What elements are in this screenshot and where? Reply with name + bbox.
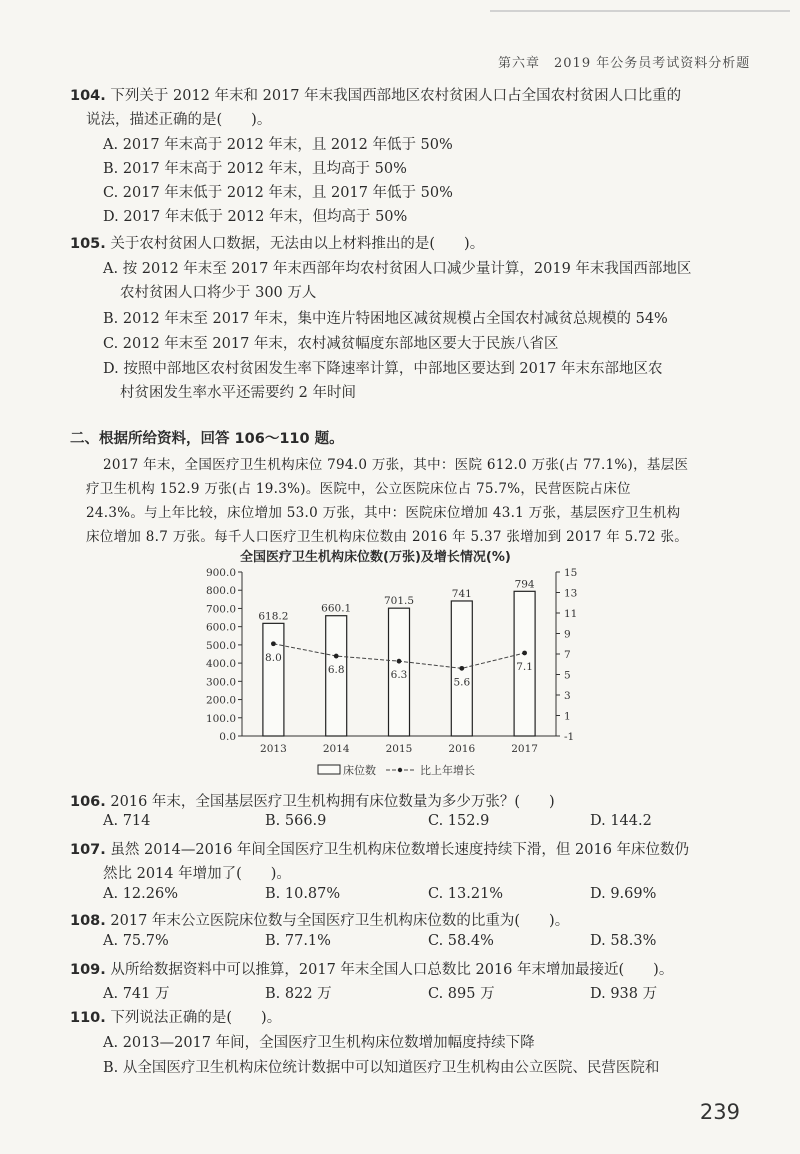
q108-option-b[interactable]: B. 77.1%: [265, 933, 331, 949]
growth-point-2014: [334, 654, 339, 659]
q110-option-a[interactable]: A. 2013—2017 年间，全国医疗卫生机构床位数增加幅度持续下降: [103, 1035, 535, 1051]
q109-option-c[interactable]: C. 895 万: [428, 986, 495, 1002]
x-tick-label: 2015: [385, 743, 413, 755]
growth-point-2013: [271, 641, 276, 646]
q109-stem: [70, 958, 673, 979]
x-tick-label: 2016: [448, 743, 476, 755]
q106-option-b[interactable]: B. 566.9: [265, 813, 327, 829]
growth-point-2016: [459, 666, 464, 671]
q108-stem-text: 2017 年末公立医院床位数与全国医疗卫生机构床位数的比重为( )。: [110, 913, 570, 929]
q107-stem-line1: [70, 838, 689, 859]
q105-option-d-line2[interactable]: 村贫困发生率水平还需要约 2 年时间: [120, 385, 356, 401]
bar-value-label: 741: [451, 587, 472, 600]
q109-option-d[interactable]: D. 938 万: [590, 986, 658, 1002]
q107-option-b[interactable]: B. 10.87%: [265, 886, 341, 902]
right-tick-label: 13: [564, 587, 578, 600]
left-tick-label: 800.0: [205, 585, 236, 598]
legend-bar-swatch: [318, 765, 340, 774]
q107-number: 107.: [70, 842, 106, 858]
q106-option-d[interactable]: D. 144.2: [590, 813, 652, 829]
q107-option-d[interactable]: D. 9.69%: [590, 886, 657, 902]
legend-line-label: 比上年增长: [420, 764, 475, 777]
chart-title: 全国医疗卫生机构床位数(万张)及增长情况(%): [240, 550, 511, 565]
left-tick-label: 500.0: [205, 639, 236, 652]
q109-number: 109.: [70, 962, 106, 978]
growth-value-label: 5.6: [453, 676, 471, 689]
growth-value-label: 6.8: [327, 664, 345, 677]
q110-stem: [70, 1006, 281, 1027]
q104-stem-line2: 说法，描述正确的是( )。: [86, 112, 272, 128]
q109-stem-text: 从所给数据资料中可以推算，2017 年末全国人口总数比 2016 年末增加最接近( )。: [110, 962, 674, 978]
right-tick-label: 9: [564, 628, 571, 641]
q109-option-a[interactable]: A. 741 万: [103, 986, 170, 1002]
q104-option-a[interactable]: A. 2017 年末高于 2012 年末，且 2012 年低于 50%: [103, 137, 453, 153]
q109-option-b[interactable]: B. 822 万: [265, 986, 332, 1002]
growth-point-2015: [397, 659, 402, 664]
left-tick-label: 100.0: [205, 712, 236, 725]
right-tick-label: 1: [564, 710, 571, 723]
q104-stem-text1: 下列关于 2012 年末和 2017 年末我国西部地区农村贫困人口占全国农村贫困人口比重的: [110, 88, 682, 104]
left-tick-label: 700.0: [205, 603, 236, 616]
q108-option-a[interactable]: A. 75.7%: [103, 933, 169, 949]
q107-option-a[interactable]: A. 12.26%: [103, 886, 178, 902]
page-number: 239: [699, 1100, 740, 1124]
q110-option-b[interactable]: B. 从全国医疗卫生机构床位统计数据中可以知道医疗卫生机构由公立医院、民营医院和: [103, 1060, 660, 1076]
q108-number: 108.: [70, 913, 106, 929]
legend-bar-label: 床位数: [343, 764, 376, 777]
passage-line4: 床位增加 8.7 万张。每千人口医疗卫生机构床位数由 2016 年 5.37 张增加到 2017 年 5.72 张。: [86, 529, 689, 545]
right-tick-label: 15: [564, 567, 578, 579]
x-tick-label: 2013: [260, 743, 287, 755]
left-tick-label: 900.0: [205, 567, 236, 579]
q104-option-b[interactable]: B. 2017 年末高于 2012 年末，且均高于 50%: [103, 161, 407, 177]
q105-option-c[interactable]: C. 2012 年末至 2017 年末，农村减贫幅度东部地区要大于民族八省区: [103, 336, 559, 352]
right-tick-label: 3: [564, 690, 571, 702]
q108-option-d[interactable]: D. 58.3%: [590, 933, 657, 949]
left-tick-label: 300.0: [205, 676, 236, 689]
passage-line3: 24.3%。与上年比较，床位增加 53.0 万张，其中：医院床位增加 43.1 万张，基层医疗卫生机构: [86, 505, 681, 521]
bar-beds-2013: [263, 623, 284, 736]
q104-option-d[interactable]: D. 2017 年末低于 2012 年末，但均高于 50%: [103, 209, 408, 225]
x-tick-label: 2017: [511, 743, 538, 755]
legend-line-marker: [398, 768, 402, 772]
left-tick-label: 600.0: [205, 621, 236, 634]
left-tick-label: 400.0: [205, 658, 236, 671]
left-tick-label: 200.0: [205, 694, 236, 707]
q105-option-a-line2[interactable]: 农村贫困人口将少于 300 万人: [120, 285, 317, 301]
q108-stem: [70, 909, 569, 930]
running-header: 第六章 2019 年公务员考试资料分析题: [498, 56, 751, 71]
q105-option-b[interactable]: B. 2012 年末至 2017 年末，集中连片特困地区减贫规模占全国农村减贫总规模的 54%: [103, 311, 668, 327]
q107-stem-line2: 然比 2014 年增加了( )。: [103, 866, 291, 882]
q108-option-c[interactable]: C. 58.4%: [428, 933, 494, 949]
q104-number: 104.: [70, 88, 106, 104]
growth-value-label: 6.3: [390, 669, 408, 682]
q106-option-a[interactable]: A. 714: [103, 813, 151, 829]
q105-number: 105.: [70, 236, 106, 252]
q106-stem: [70, 790, 555, 811]
growth-value-label: 7.1: [516, 660, 533, 673]
right-tick-label: 11: [564, 608, 578, 620]
bar-value-label: 794: [514, 578, 535, 591]
bar-value-label: 701.5: [383, 595, 415, 608]
bar-value-label: 618.2: [258, 610, 289, 623]
q110-stem-text: 下列说法正确的是( )。: [110, 1010, 282, 1026]
q105-stem-text: 关于农村贫困人口数据，无法由以上材料推出的是( )。: [110, 236, 485, 252]
q106-number: 106.: [70, 794, 106, 810]
section-2-title: 二、根据所给资料，回答 106～110 题。: [70, 431, 344, 447]
passage-line1: 2017 年末，全国医疗卫生机构床位 794.0 万张，其中：医院 612.0 万张(占 77.1%)，基层医: [103, 457, 689, 473]
q105-option-d-line1[interactable]: D. 按照中部地区农村贫困发生率下降速率计算，中部地区要达到 2017 年末东部地区农: [103, 361, 663, 377]
q107-stem-text1: 虽然 2014—2016 年间全国医疗卫生机构床位数增长速度持续下滑，但 2016 年床位数仍: [110, 842, 690, 858]
right-tick-label: -1: [564, 731, 575, 743]
growth-point-2017: [522, 651, 527, 656]
q107-option-c[interactable]: C. 13.21%: [428, 886, 504, 902]
x-tick-label: 2014: [322, 743, 350, 755]
right-tick-label: 7: [564, 649, 571, 661]
q110-number: 110.: [70, 1010, 106, 1026]
q106-option-c[interactable]: C. 152.9: [428, 813, 490, 829]
left-tick-label: 0.0: [219, 731, 236, 743]
right-tick-label: 5: [564, 669, 571, 682]
passage-line2: 疗卫生机构 152.9 万张(占 19.3%)。医院中，公立医院床位占 75.7%，民营医院占床位: [86, 481, 631, 497]
bar-value-label: 660.1: [321, 602, 352, 615]
growth-value-label: 8.0: [265, 651, 282, 664]
q104-option-c[interactable]: C. 2017 年末低于 2012 年末，且 2017 年低于 50%: [103, 185, 453, 201]
q106-stem-text: 2016 年末，全国基层医疗卫生机构拥有床位数量为多少万张？( ): [110, 794, 555, 810]
q105-option-a-line1[interactable]: A. 按 2012 年末至 2017 年末西部年均农村贫困人口减少量计算，2019 年末我国西部地区: [103, 261, 692, 277]
